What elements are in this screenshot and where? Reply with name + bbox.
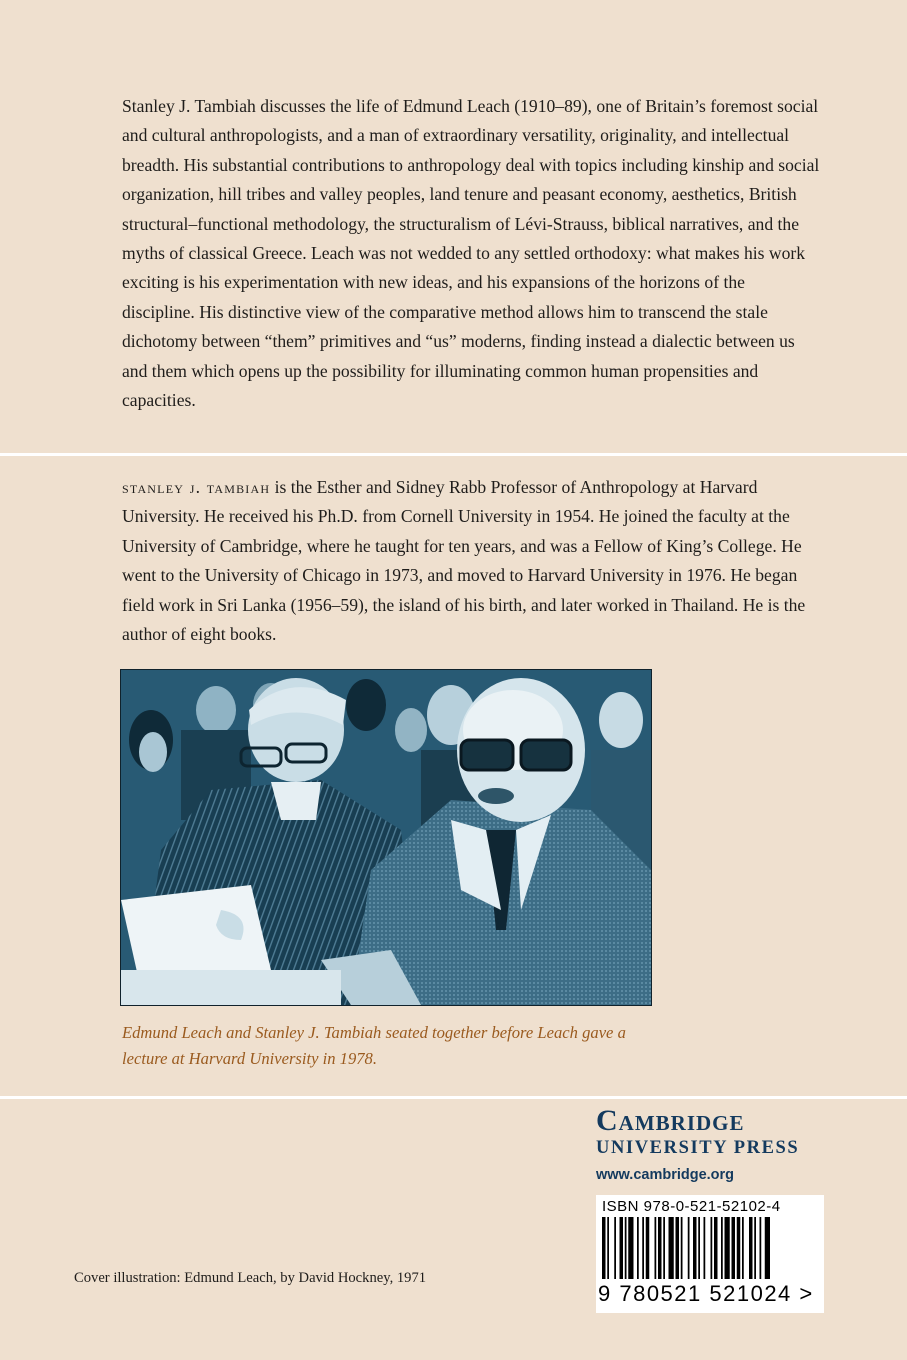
author-photo <box>120 669 652 1006</box>
barcode-bar <box>732 1217 736 1279</box>
barcode-bar <box>765 1217 770 1279</box>
footer-divider <box>0 1096 907 1099</box>
barcode-bar <box>625 1217 627 1279</box>
barcode-bar <box>614 1217 616 1279</box>
barcode-bar <box>688 1217 690 1279</box>
author-name: stanley j. tambiah <box>122 477 271 497</box>
barcode-bars <box>602 1217 818 1283</box>
isbn-barcode <box>596 1195 824 1313</box>
photo-illustration <box>121 670 651 1005</box>
barcode-bar <box>711 1217 713 1279</box>
barcode-bar <box>704 1217 706 1279</box>
barcode-bar <box>637 1217 639 1279</box>
barcode-bar <box>628 1217 633 1279</box>
barcode-bar <box>646 1217 650 1279</box>
barcode-bar <box>602 1217 606 1279</box>
publisher-logo <box>596 1106 826 1186</box>
barcode-bar <box>676 1217 680 1279</box>
barcode-bar <box>737 1217 741 1279</box>
barcode-bar <box>658 1217 662 1279</box>
barcode-bar <box>663 1217 665 1279</box>
barcode-bar <box>760 1217 762 1279</box>
barcode-bar <box>620 1217 624 1279</box>
barcode-bar <box>607 1217 609 1279</box>
barcode-bar <box>714 1217 718 1279</box>
barcode-bar <box>698 1217 700 1279</box>
barcode-bar <box>742 1217 744 1279</box>
barcode-bar <box>681 1217 683 1279</box>
isbn-label: ISBN 978-0-521-52102-4 <box>602 1198 781 1215</box>
barcode-bar <box>655 1217 657 1279</box>
barcode-bar <box>642 1217 644 1279</box>
book-description: Stanley J. Tambiah discusses the life of Edmund Leach (1910–89), one of Britain’s foremost social and cultural anthropologists, and a man of extraordinary versatility, originality, and intellectual breadth. His substantial contributions to anthropology deal with topics including kinship and social organization, hill tribes and valley peoples, land tenure and peasant economy, aesthetics, British structural–functional methodology, the structuralism of Lévi-Strauss, biblical narratives, and the myths of classical Greece. Leach was not wedded to any settled orthodoxy: what makes his work exciting is his experimentation with new ideas, and his expansions of the horizons of the discipline. His distinctive view of the comparative method allows him to transcend the stale dichotomy between “them” primitives and “us” moderns, finding instead a dialectic between us and them which opens up the possibility for illuminating common human propensities and capacities. <box>122 96 820 411</box>
author-bio <box>122 473 822 649</box>
section-divider <box>0 453 907 456</box>
publisher-press-label: UNIVERSITY PRESS <box>596 1138 800 1158</box>
barcode-bar <box>725 1217 730 1279</box>
barcode-digits: 9 780521 521024 > <box>598 1281 814 1306</box>
barcode-bar <box>693 1217 697 1279</box>
cover-credit: Cover illustration: Edmund Leach, by David Hockney, 1971 <box>74 1270 427 1286</box>
barcode-bar <box>749 1217 753 1279</box>
barcode-bar <box>721 1217 723 1279</box>
publisher-url: www.cambridge.org <box>596 1167 735 1183</box>
barcode-bar <box>669 1217 674 1279</box>
publisher-name: Cambridge <box>596 1104 745 1137</box>
author-bio-text: is the Esther and Sidney Rabb Professor of Anthropology at Harvard University. He received his Ph.D. from Cornell University in 1954. He joined the faculty at the University of Cambridge, where he taught for ten years, and was a Fellow of King’s College. He went to the University of Chicago in 1973, and moved to Harvard University in 1976. He began field work in Sri Lanka (1956–59), the island of his birth, and later worked in Thailand. He is the author of eight books. <box>122 477 806 645</box>
photo-caption: Edmund Leach and Stanley J. Tambiah seated together before Leach gave a lecture at Harvard University in 1978. <box>122 1023 626 1068</box>
barcode-bar <box>754 1217 756 1279</box>
